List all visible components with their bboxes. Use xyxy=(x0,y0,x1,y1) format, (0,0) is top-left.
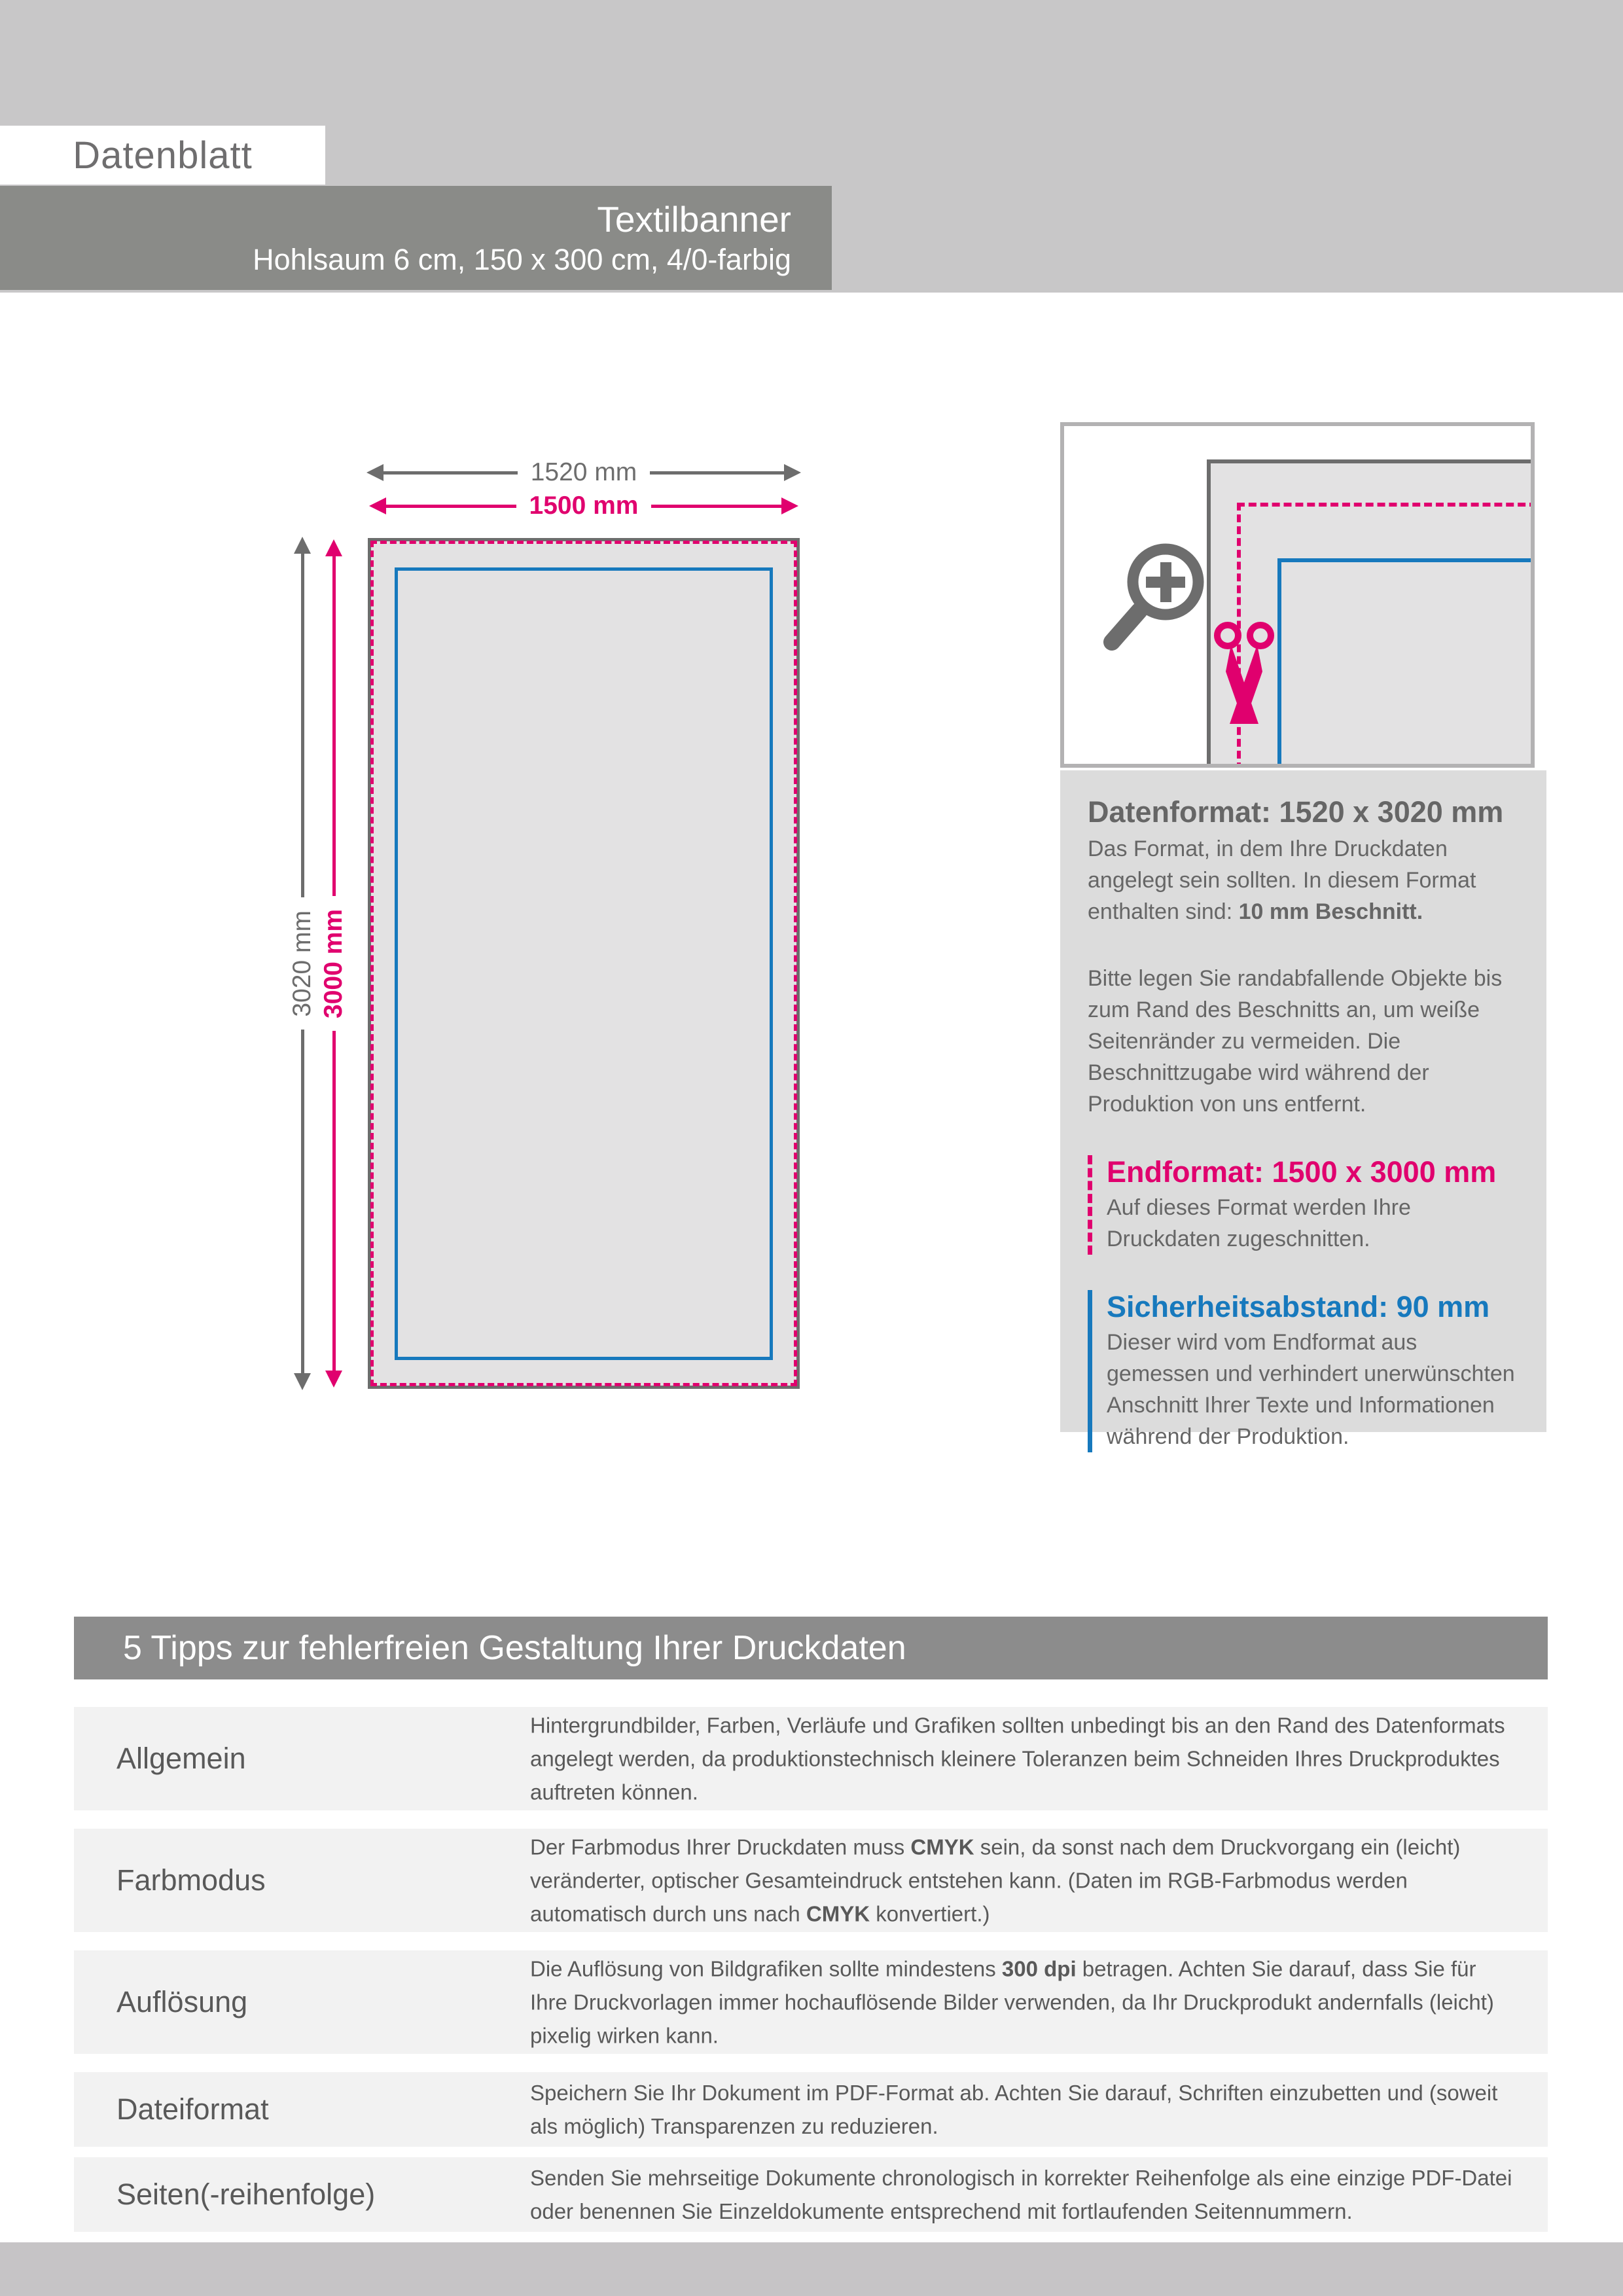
arrow-right-icon xyxy=(781,497,798,514)
endformat-heading: Endformat: 1500 x 3000 mm xyxy=(1107,1155,1497,1189)
magnifier-plus-icon xyxy=(1100,537,1211,658)
sheet-label-box xyxy=(0,126,325,185)
product-title: Textilbanner xyxy=(597,198,791,240)
sheet-label: Datenblatt xyxy=(73,134,253,177)
tip-label: Auflösung xyxy=(116,1985,248,2018)
arrow-right-icon xyxy=(784,464,801,481)
tip-row-seitenreihenfolge xyxy=(74,2157,1548,2232)
safety-heading: Sicherheitsabstand: 90 mm xyxy=(1107,1290,1490,1323)
safety-margin-rect xyxy=(395,567,773,1360)
datenformat-text-2: Bitte legen Sie randabfallende Objekte bis zum Rand des Beschnitts an, um weiße Seitenränder zu vermeiden. Die Beschnittzugabe wird während der Produktion von uns entfernt. xyxy=(1088,966,1503,1117)
tip-row-allgemein xyxy=(74,1707,1548,1810)
arrow-left-icon xyxy=(369,497,386,514)
datenformat-heading: Datenformat: 1520 x 3020 mm xyxy=(1088,795,1504,829)
dimension-height-inner xyxy=(319,539,348,1388)
dimension-height-outer xyxy=(288,537,317,1390)
product-title-band xyxy=(0,186,832,290)
dimension-width-inner xyxy=(369,492,798,520)
arrow-up-icon xyxy=(294,537,311,554)
tip-label: Allgemein xyxy=(116,1742,246,1775)
tip-label: Seiten(-reihenfolge) xyxy=(116,2178,376,2211)
tips-header-bar xyxy=(74,1617,1548,1679)
tip-label: Farbmodus xyxy=(116,1863,266,1897)
arrow-up-icon xyxy=(325,539,342,556)
arrow-left-icon xyxy=(366,464,383,481)
zoomed-safety-corner xyxy=(1277,558,1535,768)
tip-description: Speichern Sie Ihr Dokument im PDF-Format ab. Achten Sie darauf, Schriften einzubetten und (soweit als möglich) Transparenzen zu reduzieren. xyxy=(530,2081,1498,2138)
endformat-block xyxy=(1088,1155,1520,1255)
format-info-box xyxy=(1060,770,1546,1449)
height-inner-label: 3000 mm xyxy=(319,908,348,1018)
tip-description: Der Farbmodus Ihrer Druckdaten muss CMYK sein, da sonst nach dem Druckvorgang ein (leicht) veränderter, optischer Gesamteindruck entstehen kann. (Daten im RGB-Farbmodus werden automatisch durch uns nach CMYK konvertiert.) xyxy=(530,1835,1461,1926)
footer-gray-band xyxy=(0,2242,1623,2296)
arrow-down-icon xyxy=(325,1371,342,1388)
height-outer-label: 3020 mm xyxy=(288,910,316,1017)
tip-row-dateiformat xyxy=(74,2072,1548,2147)
safety-text: Dieser wird vom Endformat aus gemessen und verhindert unerwünschten Anschnitt Ihrer Texte und Informationen während der Produktion. xyxy=(1107,1330,1515,1449)
dimension-width-outer xyxy=(366,458,801,487)
safety-block xyxy=(1088,1290,1520,1452)
tip-label: Dateiformat xyxy=(116,2092,269,2126)
width-inner-label: 1500 mm xyxy=(529,492,639,520)
tip-description: Die Auflösung von Bildgrafiken sollte mindestens 300 dpi betragen. Achten Sie darauf, dass Sie für Ihre Druckvorlagen immer hochauflösende Bilder verwenden, da Ihr Druckprodukt andernfalls (leicht) pixelig wirken kann. xyxy=(530,1956,1494,2048)
arrow-down-icon xyxy=(294,1373,311,1390)
tip-row-aufloesung xyxy=(74,1950,1548,2054)
bleed-bold-text: 10 mm Beschnitt. xyxy=(1238,899,1423,924)
endformat-text: Auf dieses Format werden Ihre Druckdaten zugeschnitten. xyxy=(1107,1195,1411,1251)
tip-row-farbmodus xyxy=(74,1829,1548,1932)
width-outer-label: 1520 mm xyxy=(530,458,637,486)
corner-zoom-box xyxy=(1060,422,1535,768)
datenformat-text-1: Das Format, in dem Ihre Druckdaten angelegt sein sollten. In diesem Format enthalten sind: 10 mm Beschnitt. xyxy=(1088,836,1476,924)
product-subtitle: Hohlsaum 6 cm, 150 x 300 cm, 4/0-farbig xyxy=(253,242,791,276)
tip-description: Senden Sie mehrseitige Dokumente chronologisch in korrekter Reihenfolge als eine einzige PDF-Datei oder benennen Sie Einzeldokumente entsprechend mit fortlaufenden Seitennummern. xyxy=(530,2166,1512,2223)
scissors-icon xyxy=(1211,616,1277,737)
tip-description: Hintergrundbilder, Farben, Verläufe und Grafiken sollten unbedingt bis an den Rand des Datenformats angelegt werden, da produktionstechnisch kleinere Toleranzen beim Schneiden Ihres Druckproduktes auftreten können. xyxy=(530,1713,1505,1804)
tips-heading: 5 Tipps zur fehlerfreien Gestaltung Ihrer Druckdaten xyxy=(123,1629,906,1667)
